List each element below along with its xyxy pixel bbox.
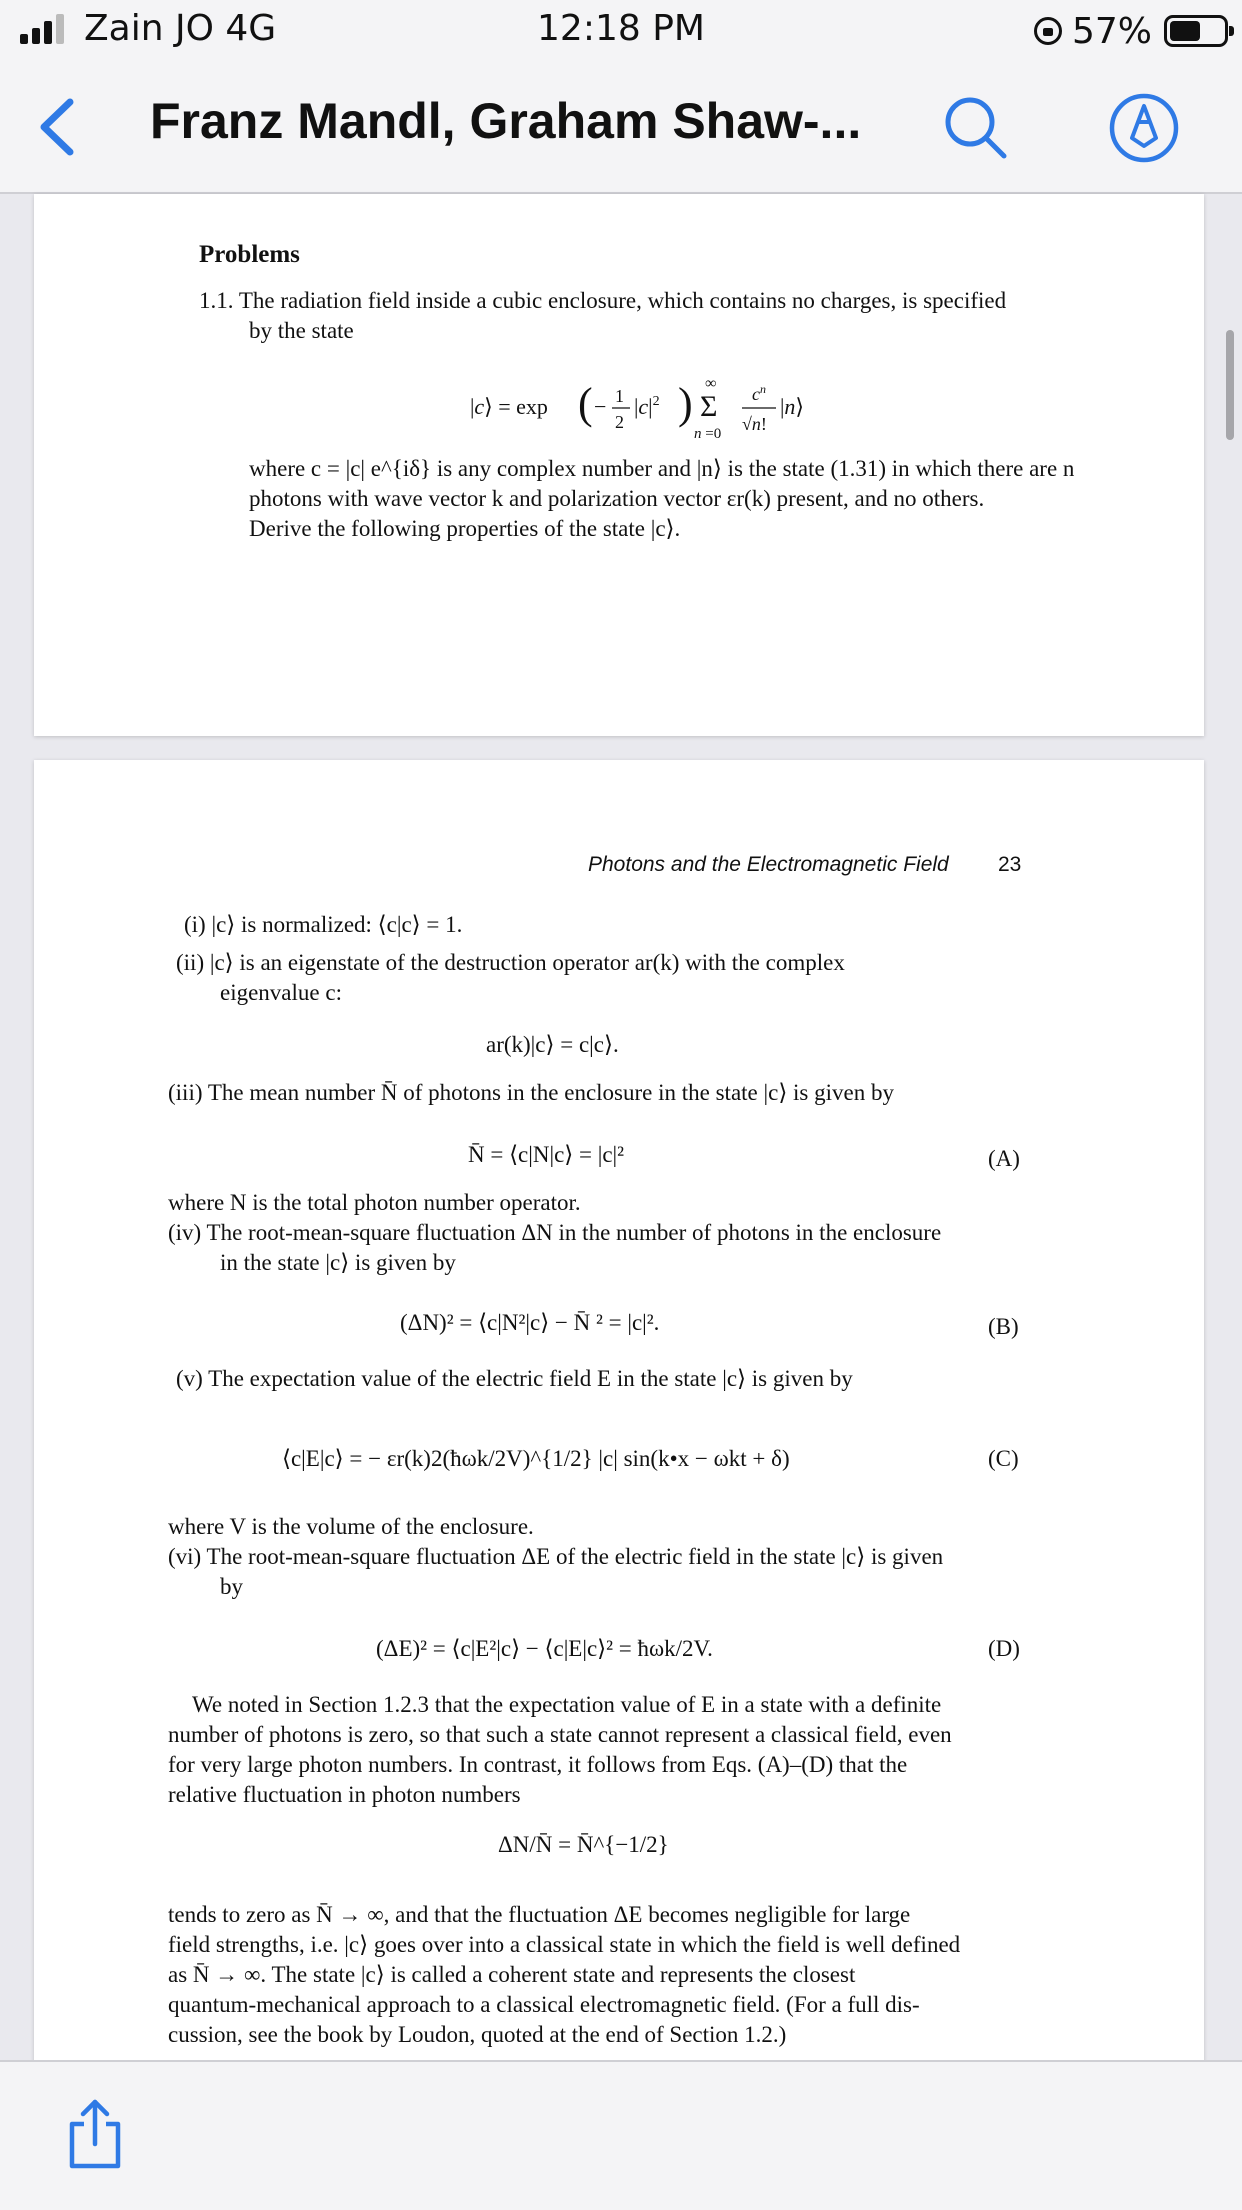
eq-paren-close: ) [678, 379, 693, 428]
item-text: (iii) The mean number N̄ of photons in the enclosure in the state |c⟩ is given by [168, 1080, 894, 1105]
search-button[interactable] [940, 92, 1010, 162]
orientation-lock-icon [1034, 17, 1062, 45]
eq-sum-lower: n =0 [694, 426, 722, 442]
problem-text: 1.1. The radiation field inside a cubic enclosure, which contains no charges, is specified [199, 288, 1007, 313]
back-button[interactable] [30, 92, 90, 162]
body-text: cussion, see the book by Loudon, quoted at the end of Section 1.2.) [168, 2022, 787, 2047]
pdf-scroll-view[interactable] [0, 194, 1242, 2060]
item-text: (i) |c⟩ is normalized: ⟨c|c⟩ = 1. [184, 912, 463, 937]
eq-num-cn: $c^n$ [752, 382, 766, 404]
equation-tag-A: (A) [988, 1146, 1020, 1171]
chevron-left-icon [30, 92, 90, 162]
battery-percent: 57% [1071, 10, 1152, 52]
equation-render [470, 374, 804, 454]
eq-ket-n: |n⟩ [780, 394, 804, 419]
running-header: Photons and the Electromagnetic Field [588, 853, 949, 876]
body-text: as N̄ → ∞. The state |c⟩ is called a coherent state and represents the closest [168, 1962, 856, 1987]
bottom-toolbar [0, 2060, 1242, 2210]
body-text: tends to zero as N̄ → ∞, and that the fluctuation ΔE becomes negligible for large [168, 1902, 911, 1927]
eq-frac-num: 1 [615, 386, 624, 406]
equation-C: ⟨c|E|c⟩ = − εr(k)2(ħωk/2V)^{1/2} |c| sin(k•x − ωkt + δ) [282, 1446, 790, 1471]
item-text: eigenvalue c: [220, 980, 342, 1005]
item-text: where V is the volume of the enclosure. [168, 1514, 534, 1539]
body-text: relative fluctuation in photon numbers [168, 1782, 521, 1807]
share-icon [64, 2098, 126, 2170]
body-text: field strengths, i.e. |c⟩ goes over into a classical state in which the field is well defined [168, 1932, 961, 1957]
body-text: number of photons is zero, so that such a state cannot represent a classical field, even [168, 1722, 952, 1747]
problem-text: photons with wave vector k and polarization vector εr(k) present, and no others. [249, 486, 985, 511]
item-text: (iv) The root-mean-square fluctuation ΔN in the number of photons in the enclosure [168, 1220, 942, 1245]
battery-group [1034, 10, 1228, 52]
equation-coherent-state [470, 374, 804, 444]
carrier-label: Zain JO 4G [84, 8, 277, 49]
eq-paren-open: ( [578, 379, 593, 428]
markup-pen-icon [1108, 92, 1180, 164]
item-text: (ii) |c⟩ is an eigenstate of the destruction operator ar(k) with the complex [176, 950, 845, 975]
pdf-page-23 [34, 760, 1204, 2160]
page-number: 23 [998, 853, 1022, 876]
markup-button[interactable] [1108, 92, 1180, 164]
battery-icon [1164, 15, 1228, 47]
equation-tag-D: (D) [988, 1636, 1020, 1661]
equation-A: N̄ = ⟨c|N|c⟩ = |c|² [468, 1142, 625, 1167]
eq-minus: − [594, 394, 607, 419]
equation-B: (ΔN)² = ⟨c|N²|c⟩ − N̄ ² = |c|². [400, 1310, 660, 1335]
eq-sum-sign: Σ [700, 390, 718, 423]
equation-D: (ΔE)² = ⟨c|E²|c⟩ − ⟨c|E|c⟩² = ħωk/2V. [376, 1636, 713, 1661]
eq-state-lhs: |c⟩ = exp [470, 394, 548, 419]
eq-frac-den: 2 [615, 412, 624, 432]
body-text: We noted in Section 1.2.3 that the expectation value of E in a state with a definite [192, 1692, 942, 1717]
body-text: quantum-mechanical approach to a classical electromagnetic field. (For a full dis- [168, 1992, 920, 2017]
equation-ratio: ΔN/N̄ = N̄^{−1/2} [498, 1832, 669, 1857]
eq-abs-c: $|c|^2$ [634, 394, 660, 419]
problem-text: where c = |c| e^{iδ} is any complex number and |n⟩ is the state (1.31) in which there are n [249, 456, 1075, 481]
scroll-indicator[interactable] [1226, 330, 1234, 440]
item-text: (vi) The root-mean-square fluctuation ΔE of the electric field in the state |c⟩ is given [168, 1544, 944, 1569]
item-text: in the state |c⟩ is given by [220, 1250, 456, 1275]
item-text: where N is the total photon number operator. [168, 1190, 581, 1215]
equation-tag-B: (B) [988, 1314, 1019, 1339]
eq-sum-upper: ∞ [705, 375, 717, 392]
search-icon [940, 92, 1010, 162]
clock: 12:18 PM [537, 8, 705, 49]
item-text: by [220, 1574, 243, 1599]
item-text: (v) The expectation value of the electric field E in the state |c⟩ is given by [176, 1366, 853, 1391]
problem-text: by the state [249, 318, 354, 343]
status-bar [0, 0, 1242, 62]
problem-text: Derive the following properties of the state |c⟩. [249, 516, 681, 541]
equation-eigen: ar(k)|c⟩ = c|c⟩. [486, 1032, 619, 1057]
battery-fill [1170, 21, 1200, 41]
equation-tag-C: (C) [988, 1446, 1019, 1471]
eq-den-sqrt: √n! [742, 414, 767, 434]
pdf-page-22 [34, 194, 1204, 736]
navigation-bar [0, 62, 1242, 194]
section-heading: Problems [199, 241, 300, 268]
body-text: for very large photon numbers. In contrast, it follows from Eqs. (A)–(D) that the [168, 1752, 908, 1777]
document-title: Franz Mandl, Graham Shaw-... [150, 93, 862, 149]
share-button[interactable] [64, 2098, 126, 2170]
